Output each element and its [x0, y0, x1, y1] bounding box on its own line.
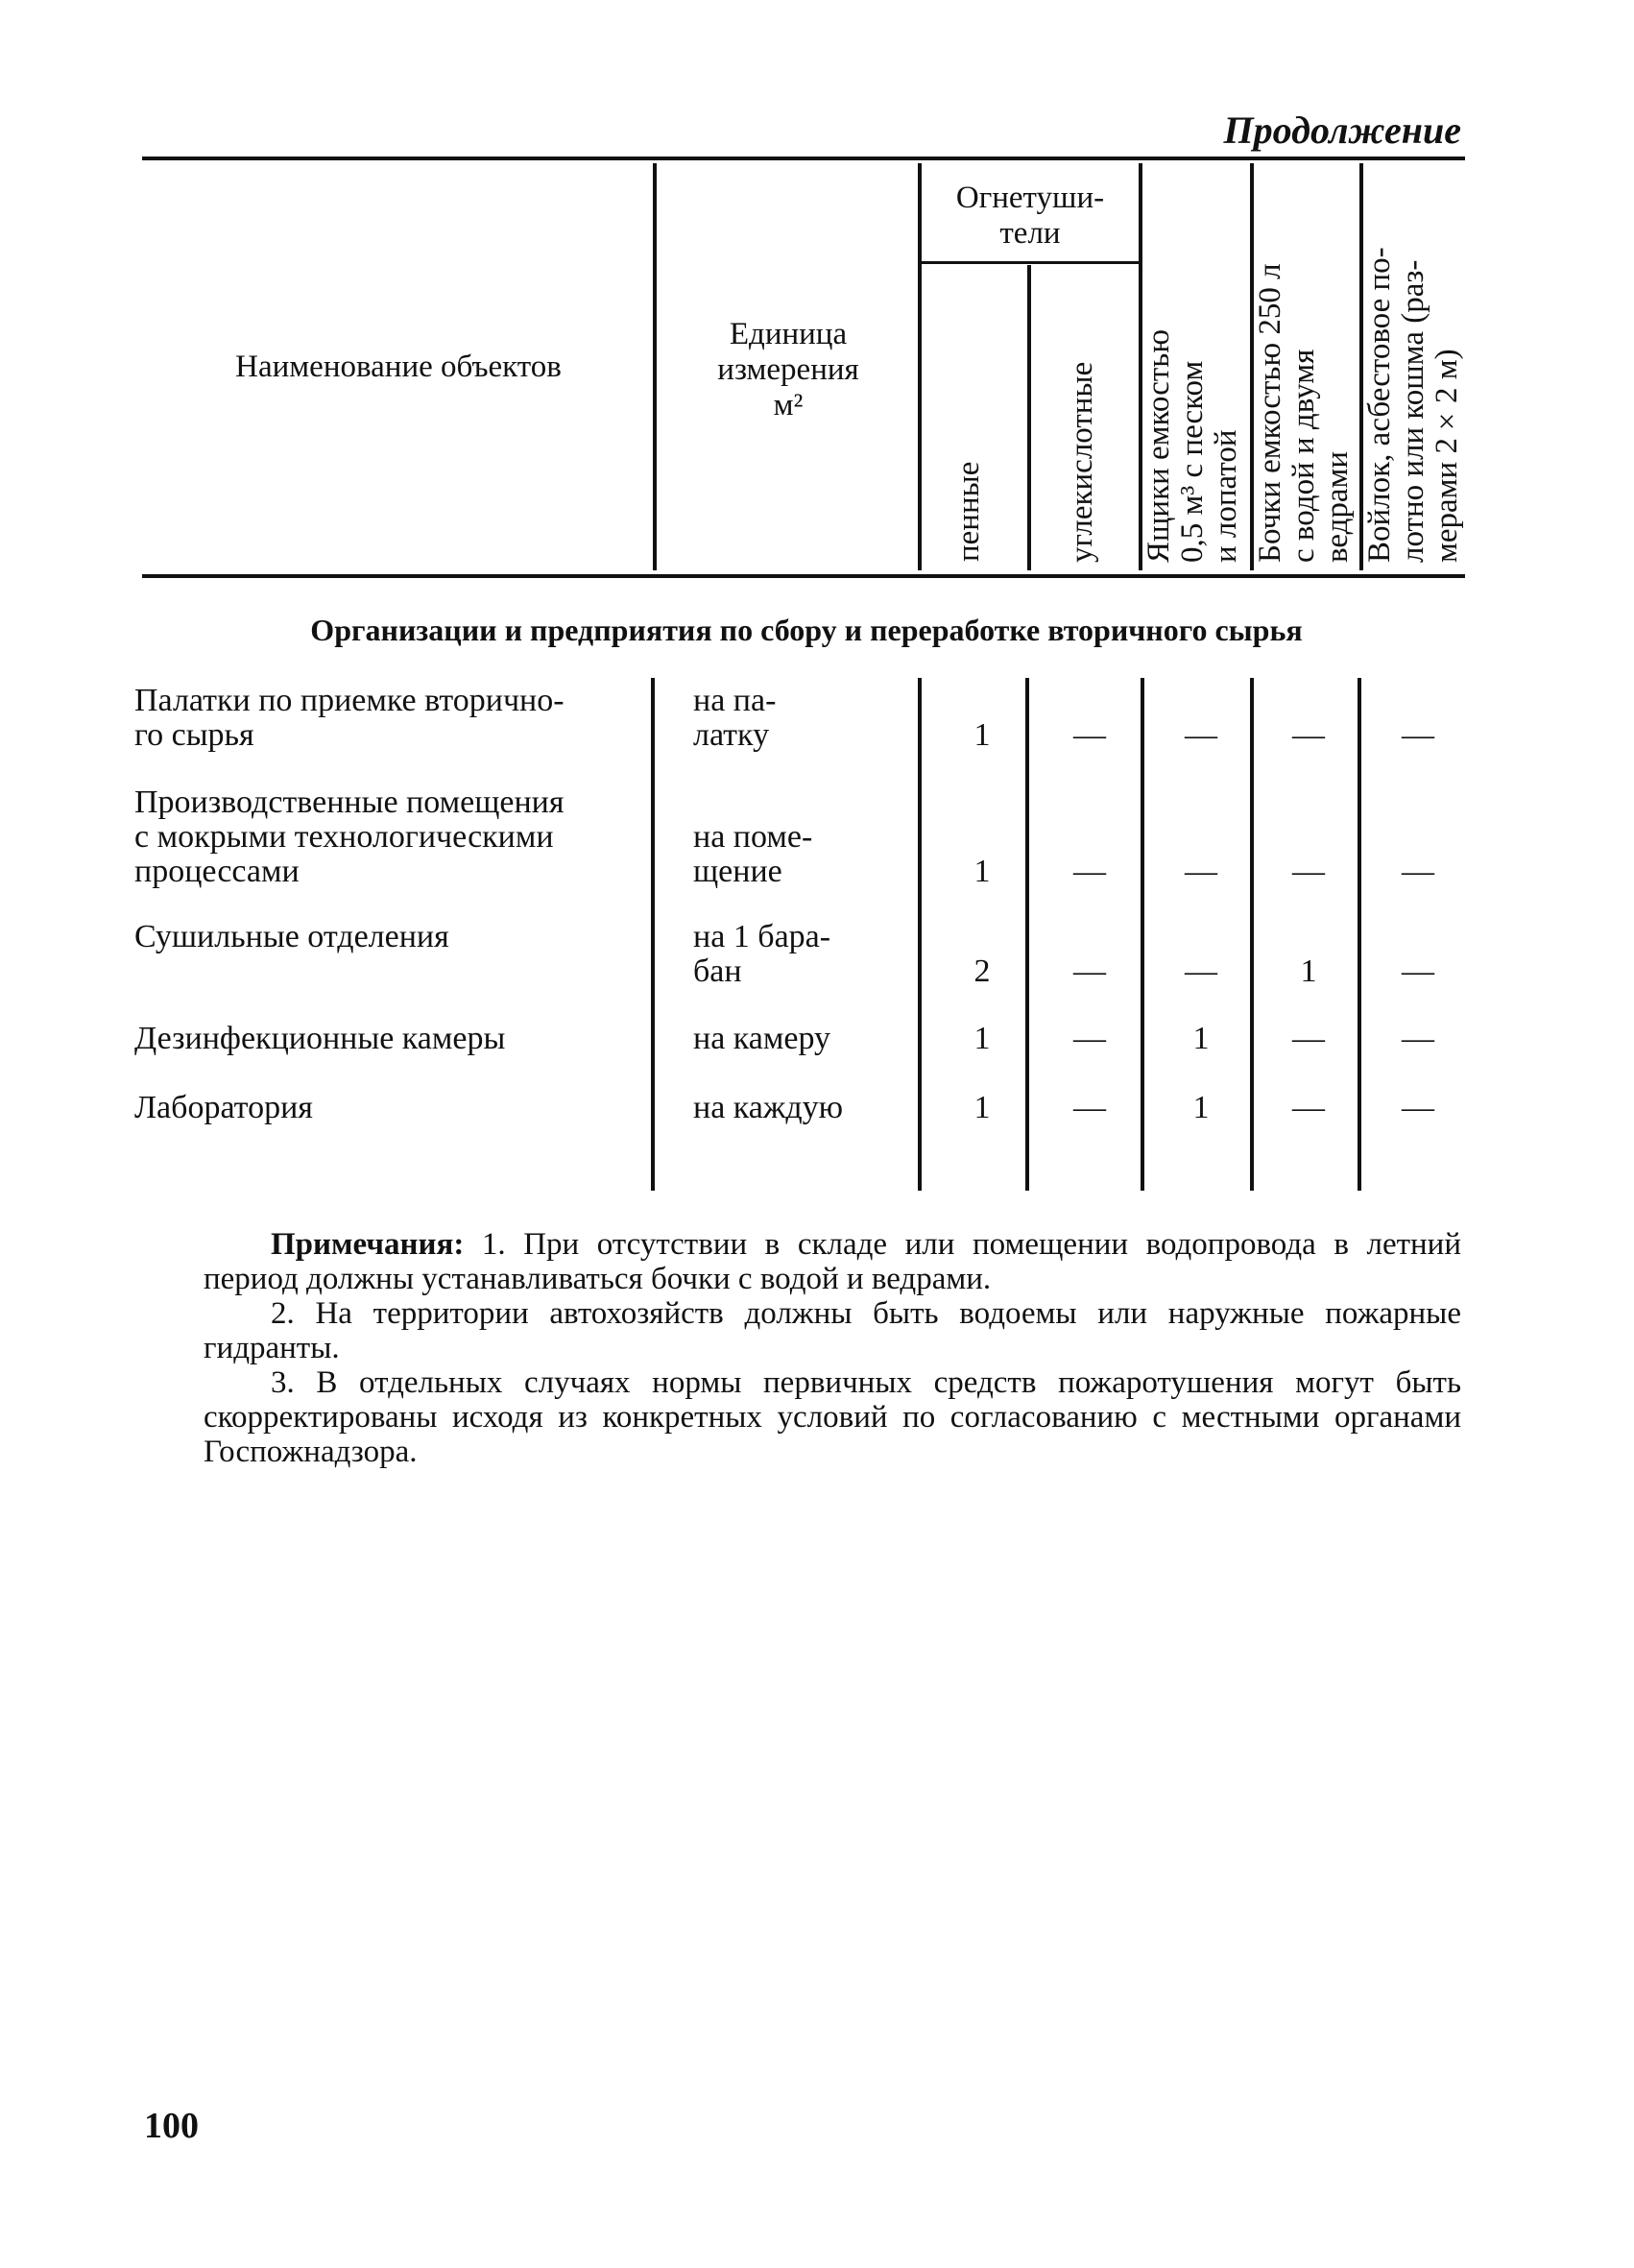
table-top-rule — [142, 157, 1465, 160]
row-unit: на 1 бара- бан — [693, 919, 831, 989]
row-value: 1 — [1192, 1090, 1210, 1125]
header-co2acid: углекислотные — [1065, 361, 1099, 563]
row-value: 1 — [973, 854, 991, 889]
row-value: — — [1402, 1090, 1434, 1125]
body-divider — [918, 678, 922, 1191]
row-value: — — [1073, 953, 1106, 989]
row-value: — — [1073, 854, 1106, 889]
row-value: — — [1402, 1021, 1434, 1056]
continuation-label: Продолжение — [1223, 109, 1461, 152]
row-value: — — [1402, 953, 1434, 989]
header-divider — [653, 163, 657, 570]
row-name: Лаборатория — [134, 1090, 313, 1125]
row-name: Палатки по приемке вторично- го сырья — [134, 683, 565, 753]
notes — [204, 1227, 1461, 1469]
row-value: 1 — [1300, 953, 1317, 989]
row-unit: на па- латку — [693, 683, 777, 753]
note-1: 1. При отсутствии в складе или помещении водопровода в летний период должны устанавливаться бочки с водой и ведрами. — [204, 1227, 1462, 1296]
row-value: 1 — [973, 717, 991, 753]
header-divider — [1027, 265, 1031, 570]
header-name: Наименование объектов — [235, 350, 562, 384]
notes-label: Примечания: — [271, 1227, 465, 1262]
header-sand-boxes: Ящики емкостью 0,5 м³ с песком и лопатой — [1141, 328, 1243, 563]
section-title: Организации и предприятия по сбору и переработке вторичного сырья — [310, 613, 1303, 647]
note-2: 2. На территории автохозяйств должны быть водоемы или наружные пожарные гидранты. — [204, 1296, 1461, 1365]
row-value: — — [1073, 717, 1106, 753]
header-unit — [662, 317, 914, 423]
row-value: — — [1073, 1090, 1106, 1125]
row-value: — — [1185, 717, 1217, 753]
header-barrels: Бочки емкостью 250 л с водой и двумя ведрами — [1253, 263, 1355, 563]
row-value: 1 — [1192, 1021, 1210, 1056]
note-3: 3. В отдельных случаях нормы первичных средств пожаротушения могут быть скорректированы исходя из конкретных условий по согласованию с местными органами Госпожнадзора. — [204, 1365, 1461, 1469]
row-value: — — [1185, 953, 1217, 989]
header-unit-line: Единица — [729, 317, 848, 351]
row-unit: на поме- щение — [693, 819, 813, 889]
row-value: — — [1292, 717, 1325, 753]
header-unit-line: м² — [773, 388, 804, 422]
row-value: — — [1402, 717, 1434, 753]
row-unit: на камеру — [693, 1021, 831, 1056]
row-value: — — [1292, 1090, 1325, 1125]
row-value: — — [1073, 1021, 1106, 1056]
row-value: — — [1292, 854, 1325, 889]
extinguisher-split-rule — [920, 261, 1139, 264]
row-value: 2 — [973, 953, 991, 989]
row-value: — — [1402, 854, 1434, 889]
page-number: 100 — [144, 2106, 199, 2146]
header-unit-line: измерения — [717, 352, 859, 387]
header-foam: пенные — [951, 461, 986, 562]
header-extinguishers: Огнетуши- тели — [955, 181, 1105, 251]
row-name: Дезинфекционные камеры — [134, 1021, 506, 1056]
header-felt: Войлок, асбестовое по- лотно или кошма (раз- мерами 2×2 м) — [1362, 247, 1464, 563]
row-value: — — [1292, 1021, 1325, 1056]
header-bottom-rule — [142, 574, 1465, 578]
row-value: 1 — [973, 1021, 991, 1056]
row-unit: на каждую — [693, 1090, 844, 1125]
row-name: Производственные помещения с мокрыми технологическими процессами — [134, 784, 565, 889]
row-name: Сушильные отделения — [134, 919, 449, 954]
row-value: 1 — [973, 1090, 991, 1125]
row-value: — — [1185, 854, 1217, 889]
